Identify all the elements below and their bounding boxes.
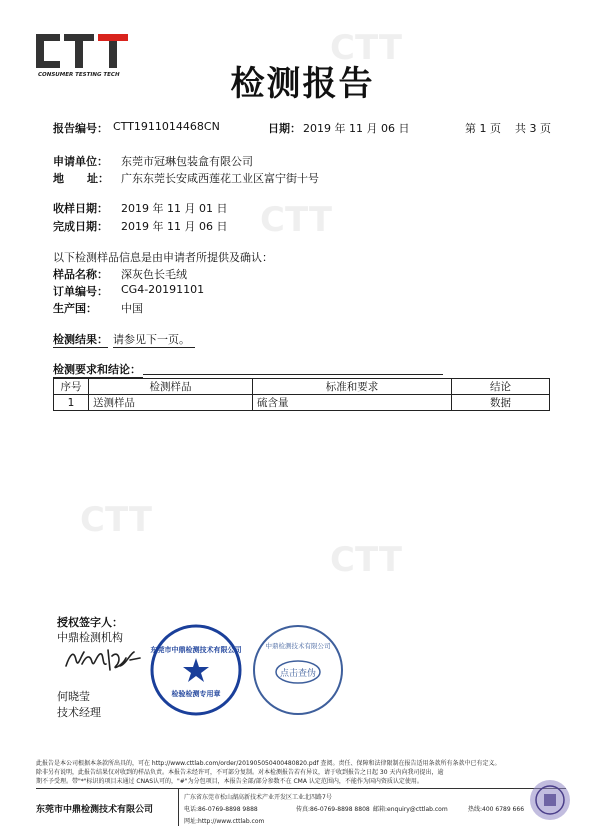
sample-name: 深灰色长毛绒 (121, 268, 187, 281)
report-number-label: 报告编号： (53, 122, 108, 135)
requirements-heading: 检测要求和结论： (53, 363, 141, 376)
table-row (54, 395, 550, 411)
footer-address: 广东省东莞市松山湖高新技术产业开发区工业北四路7号 (184, 794, 332, 801)
heading-underline (143, 374, 443, 375)
handwritten-signature (60, 636, 150, 680)
order-number: CG4-20191101 (121, 283, 205, 296)
column-header: 检测样品 (89, 379, 253, 395)
table-cell: 数据 (452, 395, 550, 411)
applicant-label: 申请单位： (53, 155, 108, 168)
date-label: 日期： (268, 122, 301, 135)
table-cell: 1 (54, 395, 89, 411)
column-header: 标准和要求 (253, 379, 452, 395)
applicant-address: 广东东莞长安咸西莲花工业区富宁街十号 (121, 172, 319, 185)
applicant-name: 东莞市冠琳包装盒有限公司 (121, 155, 253, 168)
requirements-table (53, 378, 550, 411)
footer-divider (36, 788, 566, 789)
table-cell: 送测样品 (89, 395, 253, 411)
svg-text:点击查伪: 点击查伪 (279, 669, 317, 679)
footer-email: 邮箱:enquiry@cttlab.com (373, 806, 448, 813)
page-title: 检测报告 (230, 64, 375, 104)
column-header: 序号 (54, 379, 89, 395)
svg-text:CONSUMER TESTING TECH: CONSUMER TESTING TECH (38, 72, 120, 78)
result-text: 请参见下一页。 (113, 331, 195, 348)
watermark: CTT (330, 540, 403, 580)
received-date: 2019 年 11 月 01 日 (121, 202, 228, 215)
origin-label: 生产国： (53, 302, 97, 315)
sample-name-label: 样品名称： (53, 268, 108, 281)
qr-badge-icon (528, 778, 572, 822)
svg-text:中鼎检测技术有限公司: 中鼎检测技术有限公司 (265, 642, 331, 650)
column-header: 结论 (452, 379, 550, 395)
footer-company: 东莞市中鼎检测技术有限公司 (36, 805, 154, 815)
completed-date-label: 完成日期： (53, 220, 108, 233)
signatory-position: 技术经理 (57, 706, 101, 719)
result-label: 检测结果： (53, 333, 108, 346)
footer-hotline: 热线:400 6789 666 (468, 806, 525, 813)
table-cell: 硫含量 (253, 395, 452, 411)
report-date: 2019 年 11 月 06 日 (303, 122, 410, 135)
footer-website: 网址:http://www.cttlab.com (184, 818, 265, 825)
official-seal (148, 622, 244, 718)
footer-fax: 传真:86-0769-8898 8808 (296, 806, 370, 813)
received-date-label: 收样日期： (53, 202, 108, 215)
disclaimer-line-3: 期不予受理。带"*"标识的项目未通过 CNAS认可的，"#"为分包项目，本报告全部/部分参数不在 CMA 认定范围内，不能作为国内资质认定使用。 (36, 778, 423, 785)
report-number: CTT1911014468CN (113, 120, 220, 133)
completed-date: 2019 年 11 月 06 日 (121, 220, 228, 233)
page-number: 第 1 页 共 3 页 (465, 122, 551, 135)
signatory-heading: 授权签字人： (57, 616, 123, 629)
footer-vertical-divider (178, 788, 179, 826)
footer-tel: 电话:86-0769-8898 9888 (184, 806, 258, 813)
disclaimer-line-1: 此报告是本公司根据本条款所出具的，可在 http://www.cttlab.com/order/201905050400480820.pdf 查阅。责任、保障和法律限制在报告适用条款所有条款中已有定义。 (36, 760, 501, 767)
watermark: CTT (80, 500, 153, 540)
verification-seal (250, 622, 346, 718)
signatory-name: 何晓莹 (57, 690, 90, 703)
watermark: CTT (330, 28, 403, 68)
origin-country: 中国 (121, 302, 143, 315)
svg-text:东莞市中鼎检测技术有限公司: 东莞市中鼎检测技术有限公司 (150, 646, 242, 654)
signatory-org: 中鼎检测机构 (57, 631, 123, 644)
address-label: 地 址： (53, 172, 109, 185)
table-header-row (54, 379, 550, 395)
sample-intro: 以下检测样品信息是由申请者所提供及确认： (53, 251, 273, 264)
watermark: CTT (260, 200, 333, 240)
disclaimer-line-2: 除非另有说明，此报告结果仅对收到的样品负责。本报告未经许可，不可部分复制。对本检测报告若有异议，请于收到报告之日起 30 天内向我司提出，逾 (36, 769, 444, 776)
order-number-label: 订单编号： (53, 285, 108, 298)
svg-text:检验检测专用章: 检验检测专用章 (171, 690, 221, 698)
